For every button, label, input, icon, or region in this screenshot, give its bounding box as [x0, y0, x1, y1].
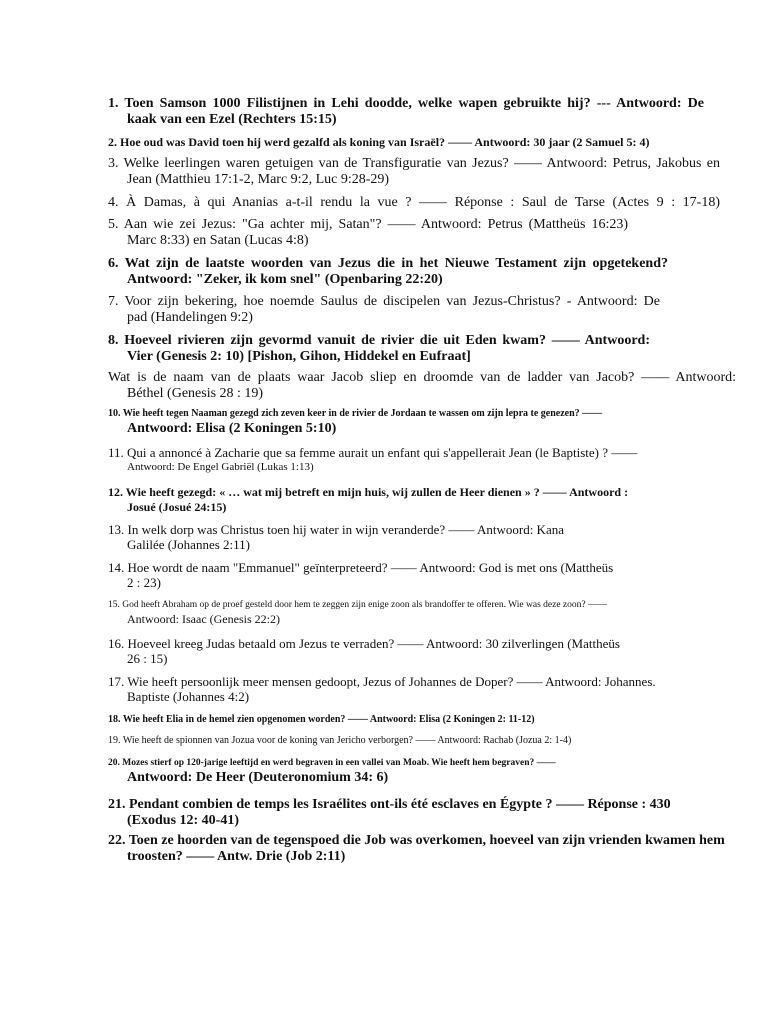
- question-11: [108, 445, 637, 474]
- question-5: [108, 217, 628, 249]
- question-10: [108, 407, 602, 437]
- question-line: 26 : 15): [127, 651, 168, 666]
- question-2: [108, 135, 649, 150]
- question-line: Marc 8:33) en Satan (Lucas 4:8): [127, 233, 309, 248]
- question-line: Galilée (Johannes 2:11): [127, 537, 250, 552]
- question-line: Antwoord: "Zeker, ik kom snel" (Openbaring 22:20): [127, 272, 443, 287]
- question-line: 19. Wie heeft de spionnen van Jozua voor de koning van Jericho verborgen? —— Antwoord: Rachab (Jozua 2: 1-4): [108, 735, 572, 746]
- question-line: Vier (Genesis 2: 10) [Pishon, Gihon, Hiddekel en Eufraat]: [127, 349, 471, 364]
- question-line: 4. À Damas, à qui Ananias a-t-il rendu la vue ? —— Réponse : Saul de Tarse (Actes 9 : 17-18): [108, 195, 720, 210]
- question-line: 16. Hoeveel kreeg Judas betaald om Jezus te verraden? —— Antwoord: 30 zilverlingen (Mattheüs: [108, 636, 620, 651]
- question-line: 17. Wie heeft persoonlijk meer mensen gedoopt, Jezus of Johannes de Doper? —— Antwoord: Johannes.: [108, 674, 656, 689]
- question-line: 2. Hoe oud was David toen hij werd gezalfd als koning van Israël? —— Antwoord: 30 jaar (2 Samuel 5: 4): [108, 135, 650, 149]
- question-line: Wat is de naam van de plaats waar Jacob sliep en droomde van de ladder van Jacob? —— Antwoord:: [108, 370, 736, 385]
- question-17: [108, 674, 656, 704]
- question-line: 8. Hoeveel rivieren zijn gevormd vanuit de rivier die uit Eden kwam? —— Antwoord:: [108, 333, 650, 348]
- question-line: Josué (Josué 24:15): [127, 500, 227, 514]
- question-line: Béthel (Genesis 28 : 19): [127, 386, 264, 401]
- question-line: 20. Mozes stierf op 120-jarige leeftijd en werd begraven in een vallei van Moab. Wie heeft hem begraven? ——: [108, 758, 556, 768]
- question-1: [108, 96, 704, 128]
- question-line: Antwoord: De Engel Gabriël (Lukas 1:13): [127, 461, 314, 473]
- question-13: [108, 522, 564, 552]
- question-line: 21. Pendant combien de temps les Israélites ont-ils été esclaves en Égypte ? —— Réponse : 430: [108, 797, 671, 812]
- question-6: [108, 256, 668, 288]
- question-9: [108, 370, 736, 402]
- question-line: 5. Aan wie zei Jezus: "Ga achter mij, Satan"? —— Antwoord: Petrus (Mattheüs 16:23): [108, 217, 628, 232]
- question-line: 14. Hoe wordt de naam "Emmanuel" geïnterpreteerd? —— Antwoord: God is met ons (Mattheüs: [108, 560, 614, 575]
- question-line: Baptiste (Johannes 4:2): [127, 689, 250, 704]
- question-line: 12. Wie heeft gezegd: « … wat mij betreft en mijn huis, wij zullen de Heer dienen » ? —— Antwoord :: [108, 485, 629, 499]
- question-line: 13. In welk dorp was Christus toen hij water in wijn veranderde? —— Antwoord: Kana: [108, 522, 564, 537]
- question-line: 11. Qui a annoncé à Zacharie que sa femme aurait un enfant qui s'appellerait Jean (le Baptiste) ? ——: [108, 445, 638, 460]
- question-line: pad (Handelingen 9:2): [127, 310, 253, 325]
- question-line: Jean (Matthieu 17:1-2, Marc 9:2, Luc 9:28-29): [127, 172, 390, 187]
- question-line: 1. Toen Samson 1000 Filistijnen in Lehi doodde, welke wapen gebruikte hij? --- Antwoord: De: [108, 96, 704, 111]
- question-12: [108, 485, 628, 515]
- question-line: troosten? —— Antw. Drie (Job 2:11): [127, 849, 346, 864]
- question-line: Antwoord: De Heer (Deuteronomium 34: 6): [127, 770, 389, 785]
- question-line: 22. Toen ze hoorden van de tegenspoed die Job was overkomen, hoeveel van zijn vrienden kwamen hem: [108, 833, 725, 848]
- question-line: 10. Wie heeft tegen Naaman gezegd zich zeven keer in de rivier de Jordaan te wassen om zijn lepra te genezen? ——: [108, 408, 603, 419]
- question-14: [108, 560, 613, 590]
- question-line: 3. Welke leerlingen waren getuigen van de Transfiguratie van Jezus? —— Antwoord: Petrus, Jakobus en: [108, 156, 720, 171]
- question-7: [108, 294, 660, 326]
- question-19: [108, 734, 571, 748]
- question-15: [108, 598, 607, 627]
- question-21: [108, 797, 671, 829]
- question-line: 15. God heeft Abraham op de proef gesteld door hem te zeggen zijn enige zoon als brandoffer te offeren. Wie was deze zoon? ——: [108, 600, 607, 610]
- question-line: 18. Wie heeft Elia in de hemel zien opgenomen worden? —— Antwoord: Elisa (2 Koningen 2: 11-12): [108, 714, 535, 725]
- question-line: Antwoord: Isaac (Genesis 22:2): [127, 612, 280, 626]
- question-line: 2 : 23): [127, 575, 161, 590]
- question-8: [108, 333, 650, 365]
- question-line: 6. Wat zijn de laatste woorden van Jezus die in het Nieuwe Testament zijn opgetekend?: [108, 256, 668, 271]
- question-line: kaak van een Ezel (Rechters 15:15): [127, 112, 337, 127]
- question-3: [108, 156, 720, 188]
- question-18: [108, 713, 535, 727]
- question-line: 7. Voor zijn bekering, hoe noemde Saulus de discipelen van Jezus-Christus? - Antwoord: De: [108, 294, 660, 309]
- question-22: [108, 833, 725, 865]
- question-16: [108, 636, 620, 666]
- question-4: [108, 195, 720, 211]
- question-line: (Exodus 12: 40-41): [127, 813, 240, 828]
- question-20: [108, 756, 556, 786]
- question-line: Antwoord: Elisa (2 Koningen 5:10): [127, 421, 337, 436]
